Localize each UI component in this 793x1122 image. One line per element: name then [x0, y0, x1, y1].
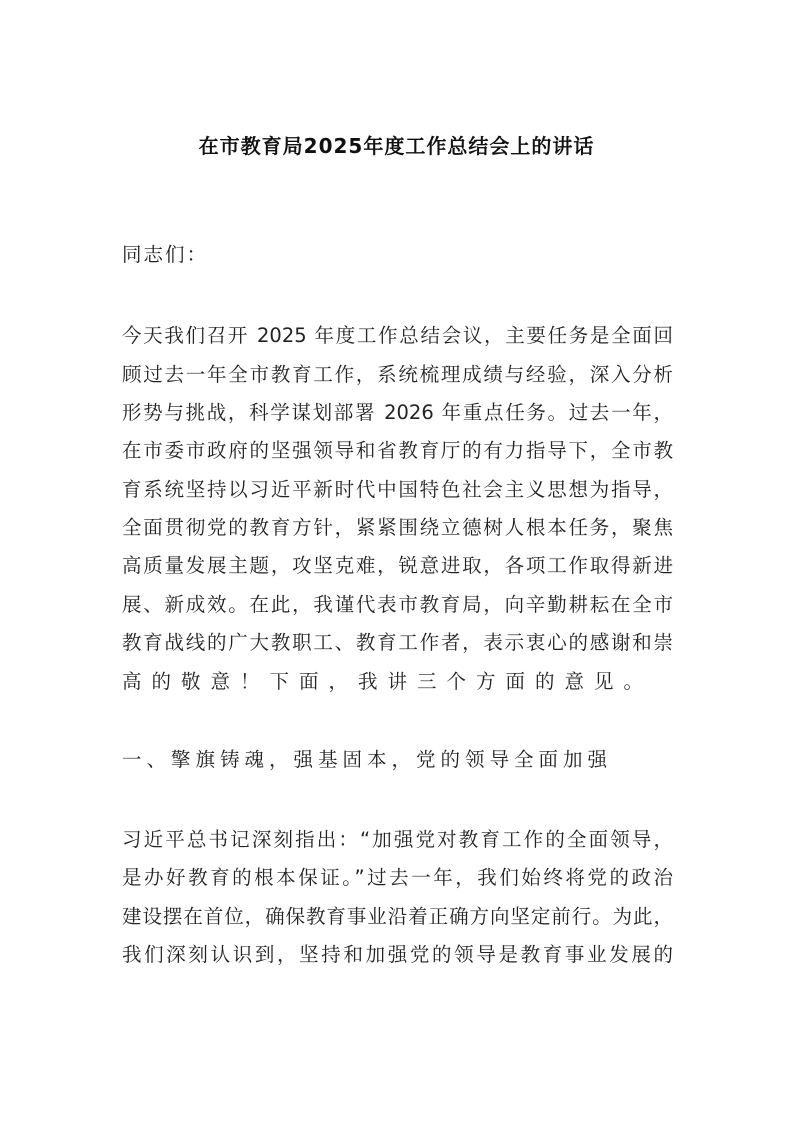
section-heading: 一、擎旗铸魂，强基固本，党的领导全面加强	[122, 748, 613, 771]
paragraph-line: 教育战线的广大教职工、教育工作者，表示衷心的感谢和崇	[122, 631, 673, 654]
paragraph-line: 高的敬意！下面，我讲三个方面的意见。	[122, 670, 654, 693]
paragraph-line: 习近平总书记深刻指出：“加强党对教育工作的全面领导，	[122, 828, 673, 851]
paragraph-line: 全面贯彻党的教育方针，紧紧围绕立德树人根本任务，聚焦	[122, 516, 673, 539]
paragraph-line: 今天我们召开 2025 年度工作总结会议，主要任务是全面回	[122, 324, 673, 347]
salutation: 同志们：	[122, 243, 209, 266]
document-title: 在市教育局2025年度工作总结会上的讲话	[198, 134, 595, 158]
paragraph-line: 在市委市政府的坚强领导和省教育厅的有力指导下，全市教	[122, 439, 673, 462]
paragraph-line: 高质量发展主题，攻坚克难，锐意进取，各项工作取得新进	[122, 554, 673, 577]
paragraph-line: 是办好教育的根本保证。”过去一年，我们始终将党的政治	[122, 866, 673, 889]
paragraph-line: 我们深刻认识到，坚持和加强党的领导是教育事业发展的	[122, 943, 673, 966]
paragraph-line: 展、新成效。在此，我谨代表市教育局，向辛勤耕耘在全市	[122, 593, 673, 616]
paragraph-line: 顾过去一年全市教育工作，系统梳理成绩与经验，深入分析	[122, 363, 673, 386]
paragraph-line: 建设摆在首位，确保教育事业沿着正确方向坚定前行。为此，	[122, 905, 673, 928]
paragraph-line: 形势与挑战，科学谋划部署 2026 年重点任务。过去一年，	[122, 401, 673, 424]
paragraph-line: 育系统坚持以习近平新时代中国特色社会主义思想为指导，	[122, 478, 673, 501]
